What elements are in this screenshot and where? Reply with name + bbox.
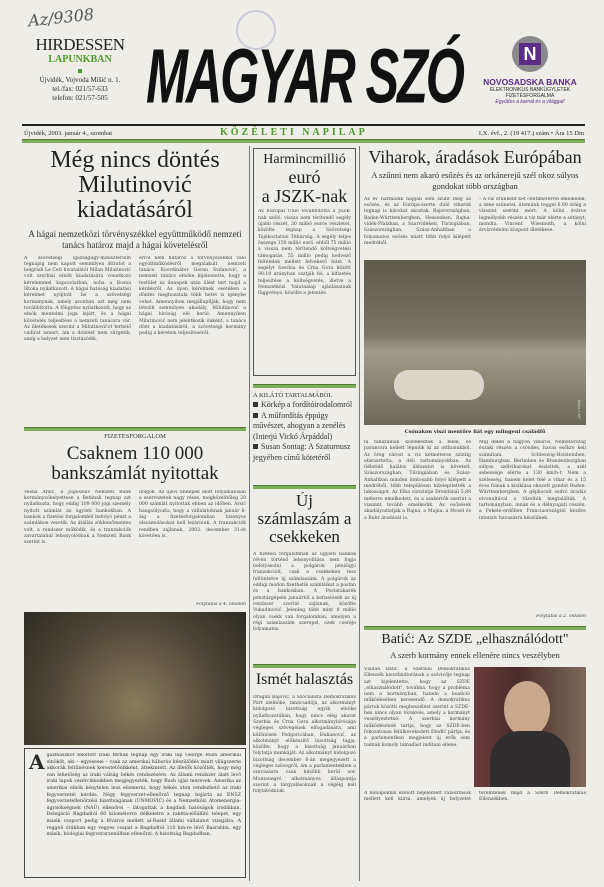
iraq-news-box (24, 748, 246, 878)
photo-credit: Beta / AP (577, 400, 582, 419)
accounts-body-col1: Vesna Arsić, a Jugoszláv Nemzeti Bank kormányzóhelyettese a Betának tegnap azt nyilatkozta, hogy eddig 109 000 jogi személy nyitott számlát az ügyleti bankokban. A bankok a fizetési forgalomból befolyó pénzt a számlákon vezetik. Az átállás zökkenőmentes volt, a rendszer működik, és a tranzakciók zavartalanul lebonyolódnak a Nemzeti Bank szerint is. (24, 489, 131, 546)
lead-body-col2: erről nem határoz a törvényszékkel való együttműködésről megalakult nemzeti tanács. Koordinátor Goran Svilanović, a nemzeti tanács elnöke kijelentette, hogy a testület az ünnepek után ülést tart majd a kérdésről. Az ilyen kérelmek esetében a döntés meghozatala több hetet is igénybe vehet. Amennyiben megállapítják, hogy nem létezik semmilyen akadály, Milutinović a hágai bíróság elé kerül. Amennyiben Milutinović nem jelentkezik önként, a tanács dönt a kiadatásáról, a szövetségi kormány pedig a kérelem teljesítéséről. (139, 255, 246, 337)
batic-body: Vladan Batić, a Szerbiai Demokratikus Ellenzék koordinátorának a szóvivője tegnap azt kijelentette, hogy az SZDE „elhasználódott", továbbá, hogy a probléma nem a kormányban, hanem a koalíció működésében keresendő. A demokratikus pártok közötti megbeszélést szerint a SZDE-ben nincs olyan törekvés, amely a kormányt veszélyeztetné. A szerbiai kormány működésének tartja, hogy az SZDE-ben fokozatosan felülkerekedett Đinđić pártja, és a parlamentben megjelent új erők sem tudnak komoly támadást indítani ellene. (364, 667, 470, 748)
masthead-tagline: KÖZÉLETI NAPILAP (220, 127, 368, 138)
eu-aid-box (253, 148, 356, 376)
postpone-headline: Ismét halasztás (255, 672, 354, 688)
kilato-contents (253, 391, 358, 463)
ad-address: Újvidék, Vojvoda Mišić u. 1. (39, 76, 121, 84)
portrait-face (504, 681, 550, 737)
lead-subheadline: A hágai nemzetközi törvényszékkel együttműködő nemzeti tanács határoz majd a hágai követelésről (28, 228, 242, 250)
kilato-item[interactable] (253, 411, 358, 443)
green-rule (253, 664, 356, 668)
masthead-title: MAGYAR SZÓ (146, 35, 463, 121)
ad-phone: telefon: 021/57-505 (52, 94, 108, 102)
postpone-body: Dragan Bajović, a Szocialista Demokratikus Párt alelnöke, tanácsadója, az alkotmányt kidolgozó bizottság egyik elnöke nyilatkozatában, hogy nincs elég akarat Szerbia és Crna Gora alkotmánybírósága végleges szövegének elfogadására, ami különösen Podgoricában, Đukanović, az alkotmányt előkészítő bizottság tagja, közölte, hogy a bizottság januárban folytatja munkáját. Az alkotmányt kidolgozó bizottság december 6-án megegyezett a végleges szövegről, ám a parlamentekben a szavazásra csak később kerül sor. Montenegró alkotmányos álláspontja szerint a tárgyalásoknak a végéig kell folytatódniuk. (253, 694, 356, 795)
ad-tel: tel./fax: 021/57-633 (52, 85, 108, 93)
kilato-item-label: Körkép a fordítóirodalomról (261, 400, 353, 409)
accounts-continued: Folytatás a 4. oldalon (196, 601, 246, 607)
iraq-news-body: gázmaszkot felöltött iraki férfiak tegnap egy iraki lap George Bush amerikai elnököt, aki – egyesesei – csak az amerikai háborús készülődés miatt világszerte akkorák feltűnésnek kerestetődikként, áttekintett. Az illetők közölték, hogy még van lehetőség az iraki válság békés rendezésére. Az állami rendszer alatt levő iraki lapok vezércikkeikben megjegyezték, hogy Bush ujjai merevek. Amerika az amerikai elnök kénytelen lesz elismerni, hogy békés úton rendezhető az iraki fegyverzetei kérdés. Négy fegyverzet-ellenőrző tegnap bejárta az ENSZ fegyverzetellenőrzési bizottságának (UNMOVIC) és a Nemzetközi Atomenergia-ügynökségnek (NAÜ) ellenőrei – látogattak a bagdadi hatóságok irodáiban. Delegáció Bagdadtól 60 kilométerre délkeletre a rakéta-előállító telepet, egy másik csoport pedig a főváros mellett al-Rasid állami vállalatot vizsgálta. A reggeli órákban egy vegyes csapat a Bagdadtól 110 km-re lévő Basrahba, egy másik, biológiai fegyverarzenálban ellenőrzi. A bizottság Bagdadban. (46, 753, 241, 838)
green-rule (22, 139, 585, 143)
eu-headline-3: a JSZK-nak (261, 185, 348, 206)
kilato-title: A KILÁTÓ TARTALMÁBÓL (253, 392, 333, 399)
kilato-item-label: A műfordítás éppúgy művészet, ahogyan a zenélés (Interjú Vickó Árpáddal) (253, 410, 346, 441)
storm-body-col1: Az év harmadik napján sem szűnt meg az esőzés, és az Európa-szerte dúló viharok tegnap is károkat okoztak. Bajorországban, Baden-Württembergben, Hessenben, Rajna-vidék-Pfalzban, a Saarvidéken, Türingiában, Szászországban, Szász-Anhaltban a folyamatos esőzés miatt több folyó kilépett medréből. (364, 196, 471, 246)
storm-body-col3: fa faházaiban közlekedtek a felek, és parancsra kellett lépniük ki az otthonukból. Az öreg várost a víz kétméteres szintig elárasztotta, a déli tartományokban. Az ítéletidő halálos áldozatot is követelt. Szászországban, Türingiában és Szász-Anhaltban minden fontosabb folyó kilépett a medréből, több településen kitelepítették a lakosságot. Az Elba vízszintje Drezdánál 5,88 méterre emelkedett, és a szakértők szerint a vízszint tovább emelkedik. Az esőzések akadályoztatják a Rajna, a Majna, a Mosel és a Ruhr áradását is. (364, 440, 471, 521)
batic-subheadline: A szerb kormány ennek ellenére nincs veszélyben (390, 650, 560, 660)
bullet-icon (253, 413, 258, 418)
bullet-icon (253, 402, 258, 407)
bank-logo-letter: N (519, 43, 541, 65)
masthead-rule (22, 124, 585, 126)
green-rule (253, 384, 356, 388)
storm-headline: Viharok, áradások Európában (368, 148, 582, 167)
ad-bullet-icon (78, 69, 82, 73)
storm-article (364, 148, 586, 256)
column-divider (359, 146, 360, 881)
bank-line1: ELEKTRONIKUS BANKÜGYLETEK (489, 87, 571, 93)
accounts-body-col2: dolgok. Az újévi ünnepek előtt folyamatosan a szervezetek nagy része, megközelítőleg 20 000 számlát nyitottak ebben az időben. Arsić hangsúlyozta, hogy a vállalatoknak január 6-áig a fizetésforgalomban bizonyos elszámolásokat kell lezárniuk. A tranzakciók rendben zajlanak, 2002. december 31-ét követően is. (139, 489, 246, 539)
issue-number: LX. évf., 2. (19 417.) szám • Ára 15 Din (478, 130, 584, 137)
bank-name: NOVOSADSKA BANKA (483, 77, 577, 87)
flood-photo (364, 260, 586, 425)
eu-body: Az Európai Unió továbbította a JSZK-nak szóló, vissza nem térítendő segély újabb részét, 30 millió eurós részletet, közölte tegnap a Szövetségi Tájékoztatási Titkárság. A segély teljes összege 150 millió euró, ebből 75 millió a vissza nem térítendő költségvetési támogatás, 55 millió pedig kedvező feltételek mellett felvehető hitel. A segélyt Szerbia és Crna Gora között 90:10 arányban osztják fel, a kifizetés teljesítése a költségvetés, illetve a Nemzetközi Valutaalap ajánlásainak függvénye, közölte a jelentés. (258, 209, 351, 297)
batic-article (364, 632, 586, 664)
storm-continued-body (364, 440, 586, 620)
batic-portrait-photo (474, 667, 586, 787)
handwritten-archive-note: Az/9308 (27, 4, 95, 31)
bank-ad (470, 36, 590, 106)
new-account-headline: Új számlaszám a csekkeken (257, 492, 352, 546)
lead-headline: Még nincs döntés Milutinović kiadatásáról (50, 148, 220, 224)
ad-title: HIRDESSEN (35, 35, 125, 54)
green-rule (364, 626, 586, 630)
kilato-item[interactable] (253, 442, 358, 463)
drop-cap: A (29, 750, 45, 774)
bank-logo-icon (512, 36, 548, 72)
ad-box (26, 36, 134, 103)
bullet-icon (253, 444, 258, 449)
kilato-item-label: Susan Sontag: A Szaturnusz jegyében című kötetéről (253, 442, 351, 462)
kilato-item[interactable] (253, 400, 358, 411)
storm-continued: Folytatás a 2. oldalon (536, 613, 586, 619)
ad-subtitle: LAPUNKBAN (48, 54, 112, 65)
column-divider (249, 146, 250, 881)
new-account-body: A fizetési forgalomnak az ügyleti bankok révén történő lebonyolítása nem fogja befolyásolni a polgárok pénzügyi tranzakcióit, csak a csekkeken lesz feltüntetve új számlaszám. A polgárok az eddigi módon fizethetik számláikat a postán és a bankokban. A Postatakarék pénztárgépein januártól a befizetések az új rendszer szerint zajlanak, közölte Vukadinović. Jelenleg több mint 8 millió olyan csekk van forgalomban, amelyen a régi számlaszám szerepel, ezek cseréje folyamatos. (253, 551, 356, 633)
iraq-protest-photo (24, 612, 246, 745)
flood-photo-caption: Csónakon viszi mentőre fiát egy mlingeni családfő (404, 429, 546, 435)
portrait-suit (490, 731, 570, 787)
storm-subheadline: A szűnni nem akaró esőzés és az orkánerejű szél okoz súlyos gondokat több országban (371, 169, 579, 191)
green-rule (253, 485, 356, 489)
lead-article (24, 148, 246, 423)
eu-headline-1: Harmincmillió (263, 152, 346, 167)
bank-line2: FIZETÉSFORGALMA (505, 93, 555, 99)
boat-shape (394, 370, 484, 400)
lead-body-col1: A szövetségi igazságügy-minisztérium tegnapig nem kapott semmilyen átiratot a belgrádi Le Ceti hivatalától Milan Milutinović volt szerbiai elnök kiadatására vonatkozó kérelemmel kapcsolatban, noha a Bosna Ištoka nyilatkozott. A hágai hatóság kiadatási kérelmet nyújtott be a szövetségi kormánynak, amely azonban azt még nem továbbította. A főügyész nyilatkozott, hogy az elnök mentelmi joga lejárt, és a hágai követelés teljesítése a nemzeti tanácsra vár. Az illetékesek szerint a Milutinovićot terhelő vádirat ismert, ám a döntést nem sürgetik, amíg a helyzet nem tisztázódik. (24, 255, 131, 343)
storm-body-col4: Míg délen a nagyon viharos, Németország északi részén a csöndes, havas esőkre kell számítani. Schleswig-Holsteinben, Hamburgban, Berlinben és Brandenburgban súlyos szélviharokat észleltek, a szél sebessége elérte a 130 km/h-t. Nem a szélesség, hanem kelet felé a vihar és a 15 éves fiának a kisiklása okozott gondot Baden-Württembergben. A gépkocsit sodró áradás elvonultával a tűzoltók megtalálták. A tartományban, innak és a délnyugati részén, a Fekete-erdőben Franciaországtól kezdve intenzív havazásra készülnek. (479, 440, 586, 521)
issue-date: Újvidék, 2003. január 4., szombat (24, 130, 113, 137)
eu-headline-2: euró (288, 166, 321, 187)
batic-caption-body: A hónapokkal ezelőtt bejelentett választások mellett kell kiírni, amelyek új helyzetet teremtenek majd a Szerb Demokratikus Ellenzékben. (364, 791, 586, 803)
postpone-article (253, 672, 356, 880)
accounts-kicker: FIZETÉSFORGALOM (104, 433, 166, 440)
storm-body-col2: – A víz óránként két centiméterrel emelkedik, a zene szünetel, ütemünk reggel 6.00 óráig a vízszint szerint mért. A kölni óváros legmélyebb részén a víz már elérte a sétányt, mondta Vincent Wiesmuth, a kölni árvízvédelmi központ illetékese. (479, 196, 586, 234)
bank-slogan: Együttes a karnál és a világgal! (495, 99, 565, 105)
new-account-article (253, 492, 356, 660)
batic-headline: Batić: Az SZDE „elhasználódott" (381, 632, 569, 647)
accounts-article (24, 433, 246, 608)
green-rule (24, 427, 246, 431)
accounts-headline: Csaknem 110 000 bankszámlát nyitottak (51, 443, 219, 484)
